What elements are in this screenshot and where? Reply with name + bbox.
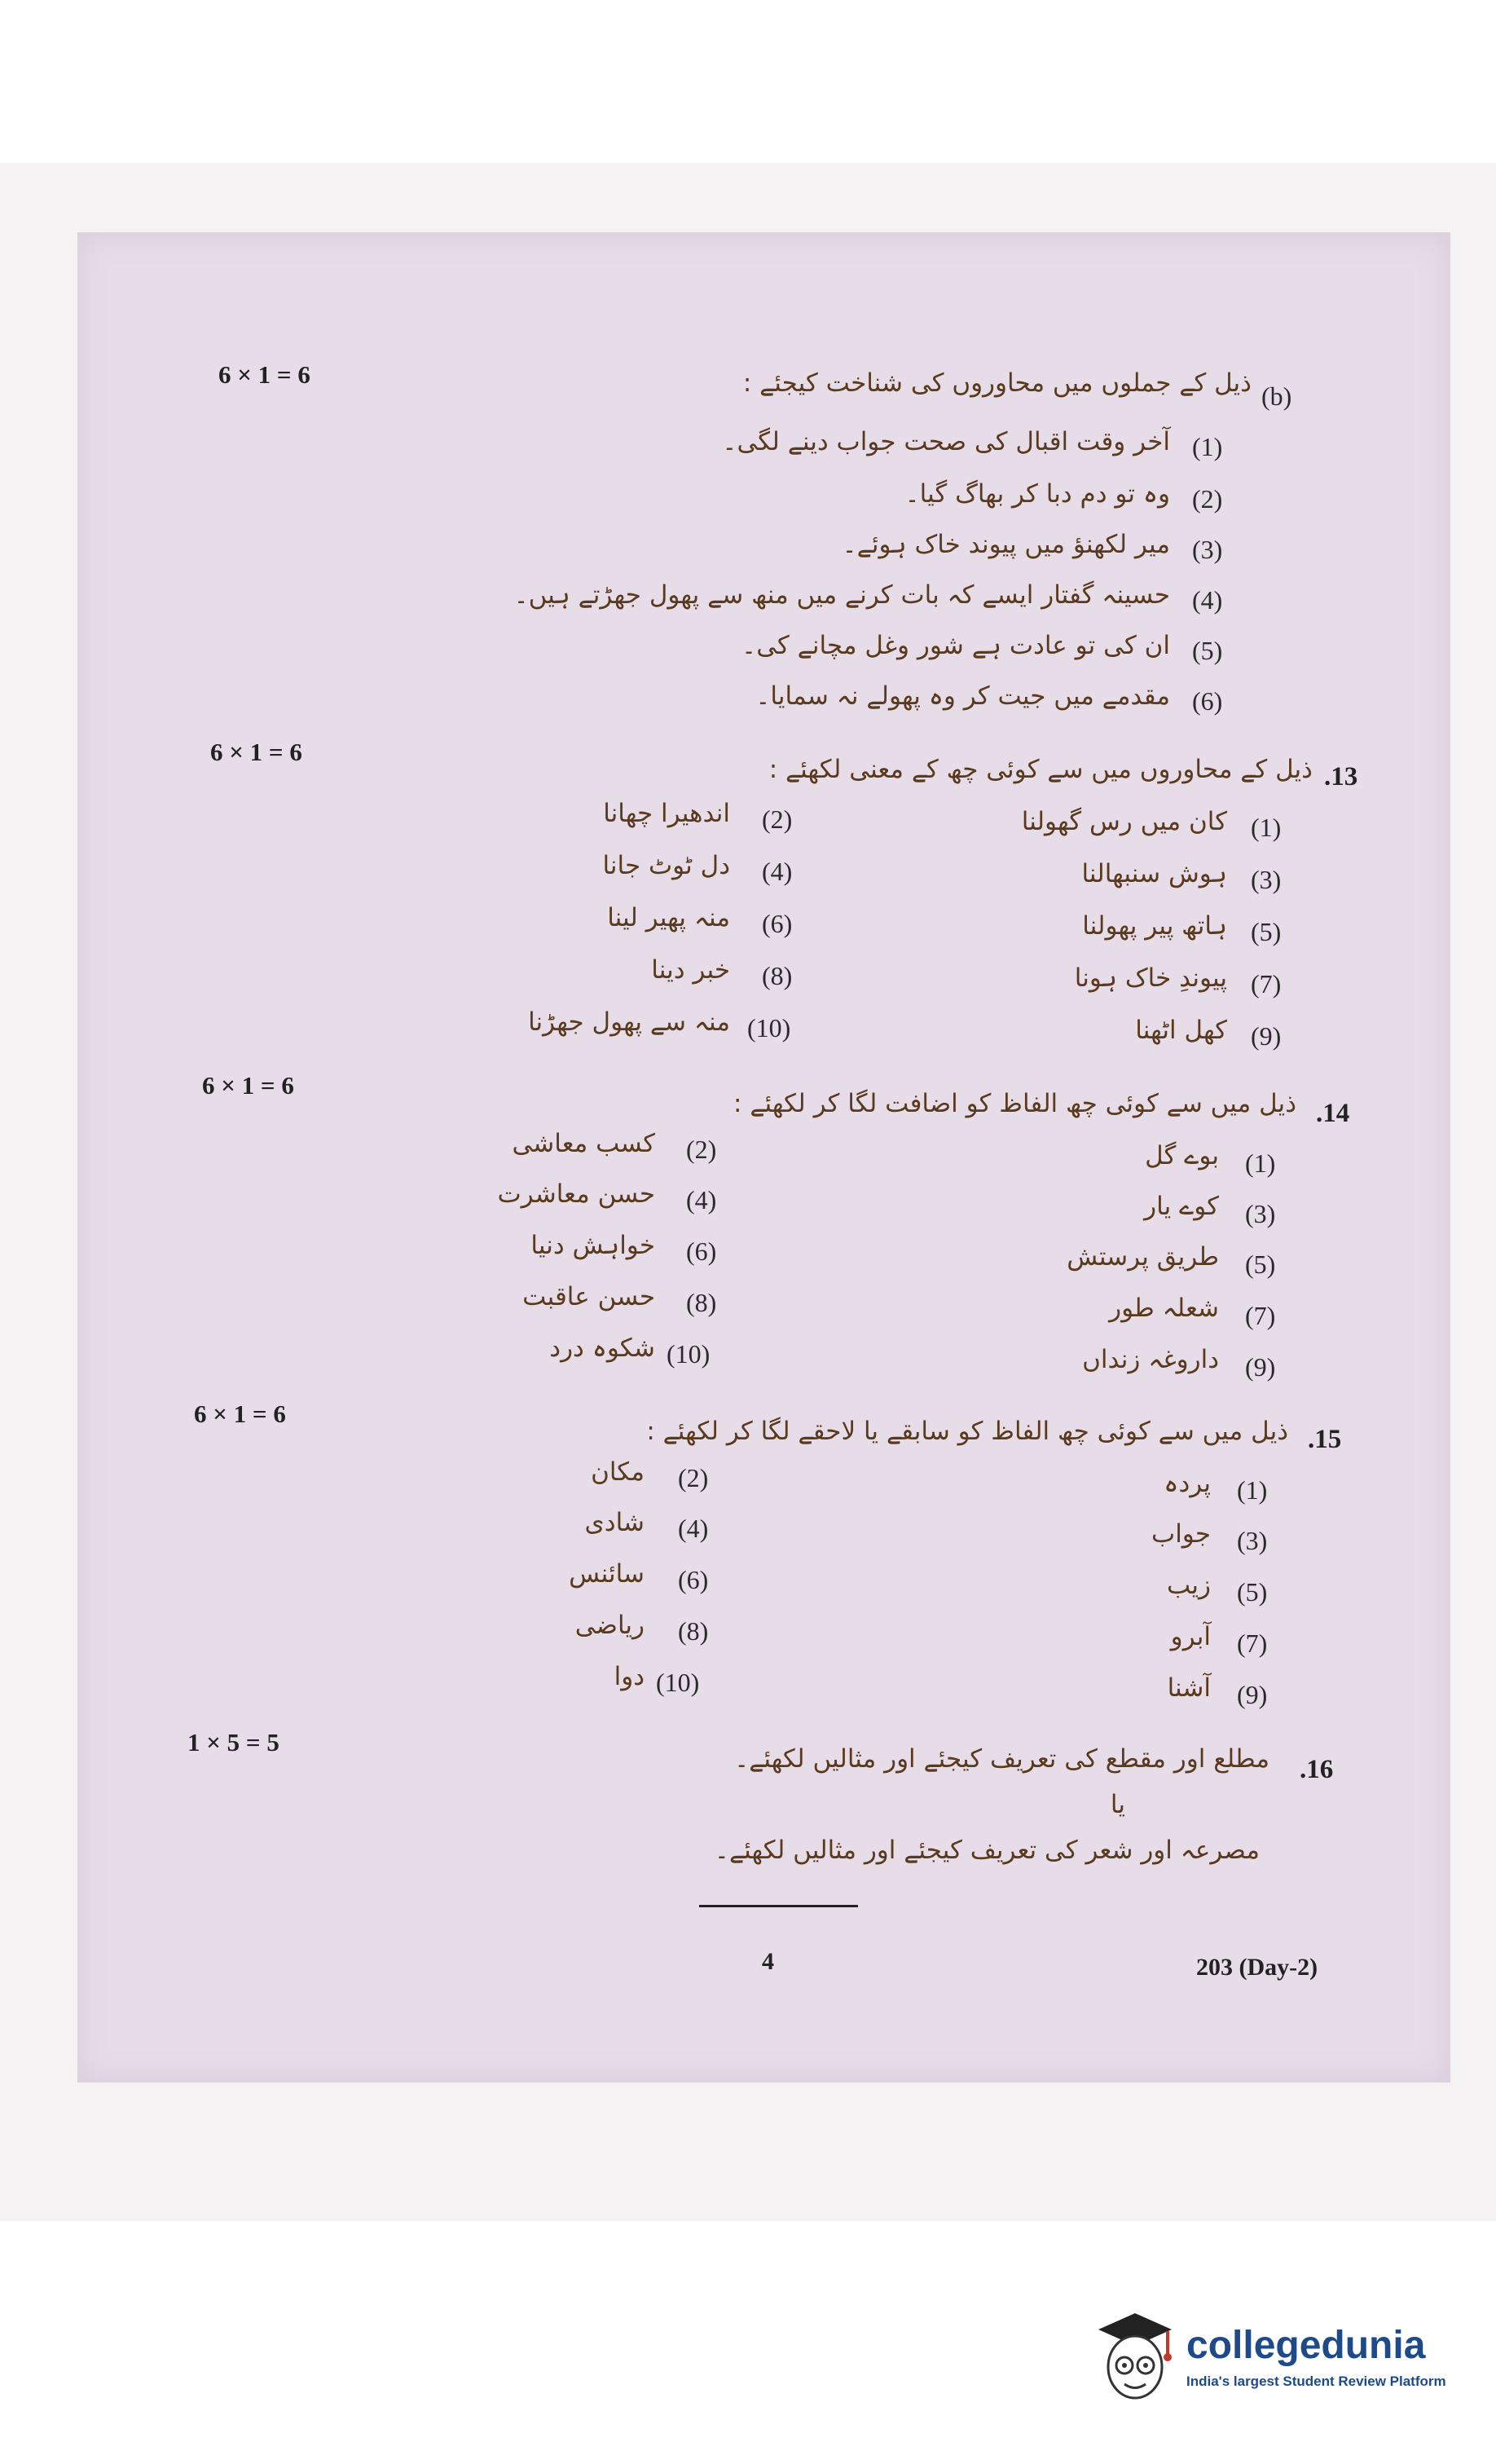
part-b-item-text: ان کی تو عادت ہے شور وغل مچانے کی۔ [741,631,1170,660]
q15-item-number: (5) [1237,1577,1268,1607]
q16-line-1: مطلع اور مقطع کی تعریف کیجئے اور مثالیں لکھئے۔ [734,1744,1269,1774]
student-mascot-icon [1090,2307,1180,2409]
q14-number: .14 [1316,1099,1350,1128]
q13-marks: 6 × 1 = 6 [210,738,302,766]
logo-name: collegedunia [1186,2324,1426,2367]
q15-number: .15 [1308,1425,1342,1454]
q13-item-number: (3) [1251,865,1282,894]
q13-item-number: (1) [1251,813,1282,842]
q13-item-text: کان میں رس گھولنا [1021,807,1227,836]
part-b-item-text: مقدمے میں جیت کر وہ پھولے نہ سمایا۔ [755,681,1170,711]
part-b-item-text: وہ تو دم دبا کر بھاگ گیا۔ [904,479,1170,509]
part-b-item-text: حسینہ گفتار ایسے کہ بات کرنے میں منھ سے پھول جھڑتے ہیں۔ [513,580,1170,610]
q13-item-text: دل ٹوٹ جانا [602,851,730,880]
q13-instruction: ذیل کے محاوروں میں سے کوئی چھ کے معنی لکھئے : [768,755,1313,784]
q16-marks: 1 × 5 = 5 [187,1728,279,1757]
q15-item-text: آبرو [1170,1622,1211,1651]
q15-item-text: شادی [584,1508,645,1537]
collegedunia-logo [1090,2307,1446,2409]
logo-tagline: India's largest Student Review Platform [1186,2374,1446,2389]
q13-item-text: کھل اٹھنا [1135,1016,1227,1045]
q14-item-text: داروغہ زنداں [1082,1345,1219,1374]
q15-item-text: مکان [591,1457,645,1487]
q13-item-number: (5) [1251,917,1282,946]
part-b-marks: 6 × 1 = 6 [218,360,310,389]
q14-item-number: (3) [1245,1199,1276,1228]
q14-item-text: بوے گل [1145,1141,1219,1170]
q13-item-text: پیوندِ خاک ہونا [1074,963,1227,993]
q15-item-number: (9) [1237,1680,1268,1709]
q14-item-text: شعلہ طور [1109,1294,1219,1323]
q14-item-number: (5) [1245,1250,1276,1279]
q14-item-text: کسب معاشی [512,1129,655,1158]
q13-item-text: منہ سے پھول جھڑنا [528,1007,730,1037]
q13-item-number: (8) [762,961,793,990]
part-b-item-number: (1) [1192,432,1223,461]
q15-item-text: زیب [1166,1571,1211,1600]
q13-item-text: منہ پھیر لینا [607,903,730,932]
q13-item-number: (7) [1251,969,1282,998]
q13-number: .13 [1324,762,1358,791]
q14-item-number: (7) [1245,1301,1276,1330]
part-b-item-text: آخر وقت اقبال کی صحت جواب دینے لگی۔ [722,427,1170,456]
q14-item-number: (1) [1245,1148,1276,1178]
q14-item-number: (6) [686,1236,717,1266]
q15-item-text: آشنا [1167,1673,1211,1703]
part-b-instruction: ذیل کے جملوں میں محاوروں کی شناخت کیجئے : [742,368,1252,398]
q14-item-text: طریق پرستش [1067,1242,1219,1272]
q14-item-text: کوے یار [1144,1192,1219,1221]
q14-item-number: (2) [686,1135,717,1164]
part-b-item-number: (2) [1192,484,1223,514]
q15-marks: 6 × 1 = 6 [194,1399,286,1428]
q14-item-number: (8) [686,1288,717,1317]
q13-item-text: ہاتھ پیر پھولنا [1082,911,1227,941]
q14-item-number: (4) [686,1185,717,1214]
q14-instruction: ذیل میں سے کوئی چھ الفاظ کو اضافت لگا کر لکھئے : [733,1089,1296,1118]
q13-item-number: (2) [762,804,793,834]
q14-item-text: شکوہ درد [549,1333,655,1363]
end-rule [699,1905,858,1907]
q15-item-number: (10) [656,1668,700,1697]
q14-item-text: حسن معاشرت [497,1179,655,1209]
q13-item-text: ہوش سنبھالنا [1081,859,1227,888]
page-number: 4 [762,1948,774,1975]
q16-or: یا [1110,1790,1125,1819]
q14-item-text: خواہش دنیا [530,1231,655,1260]
q13-item-number: (10) [747,1013,791,1042]
part-b-item-number: (4) [1192,585,1223,615]
q14-item-number: (9) [1245,1352,1276,1382]
part-b-item-number: (6) [1192,686,1223,716]
q13-item-number: (4) [762,857,793,886]
q13-item-text: اندھیرا چھانا [603,799,730,828]
q13-item-number: (6) [762,909,793,938]
part-b-label: (b) [1261,381,1292,411]
q15-item-number: (1) [1237,1475,1268,1505]
q15-item-number: (3) [1237,1526,1268,1555]
q13-item-text: خبر دینا [651,955,730,985]
q15-item-number: (8) [678,1616,709,1646]
q15-item-text: دوا [614,1662,645,1691]
paper-code: 203 (Day-2) [1196,1954,1318,1981]
q15-item-number: (2) [678,1463,709,1492]
q14-item-text: حسن عاقبت [522,1282,655,1311]
q16-number: .16 [1300,1755,1334,1784]
q15-item-text: سائنس [569,1559,645,1589]
q14-marks: 6 × 1 = 6 [202,1071,294,1100]
q16-line-2: مصرعہ اور شعر کی تعریف کیجئے اور مثالیں لکھئے۔ [714,1836,1260,1865]
q15-item-number: (4) [678,1514,709,1543]
q13-item-number: (9) [1251,1021,1282,1051]
part-b-item-number: (3) [1192,535,1223,564]
q14-item-number: (10) [667,1339,711,1369]
q15-item-number: (6) [678,1565,709,1594]
part-b-item-number: (5) [1192,636,1223,665]
part-b-item-text: میر لکھنؤ میں پیوند خاک ہوئے۔ [842,530,1170,559]
q15-item-number: (7) [1237,1629,1268,1658]
q15-item-text: ریاضی [574,1611,645,1640]
q15-item-text: پردہ [1164,1469,1211,1498]
q15-instruction: ذیل میں سے کوئی چھ الفاظ کو سابقے یا لاحقے لگا کر لکھئے : [646,1417,1288,1446]
q15-item-text: جواب [1151,1519,1211,1549]
